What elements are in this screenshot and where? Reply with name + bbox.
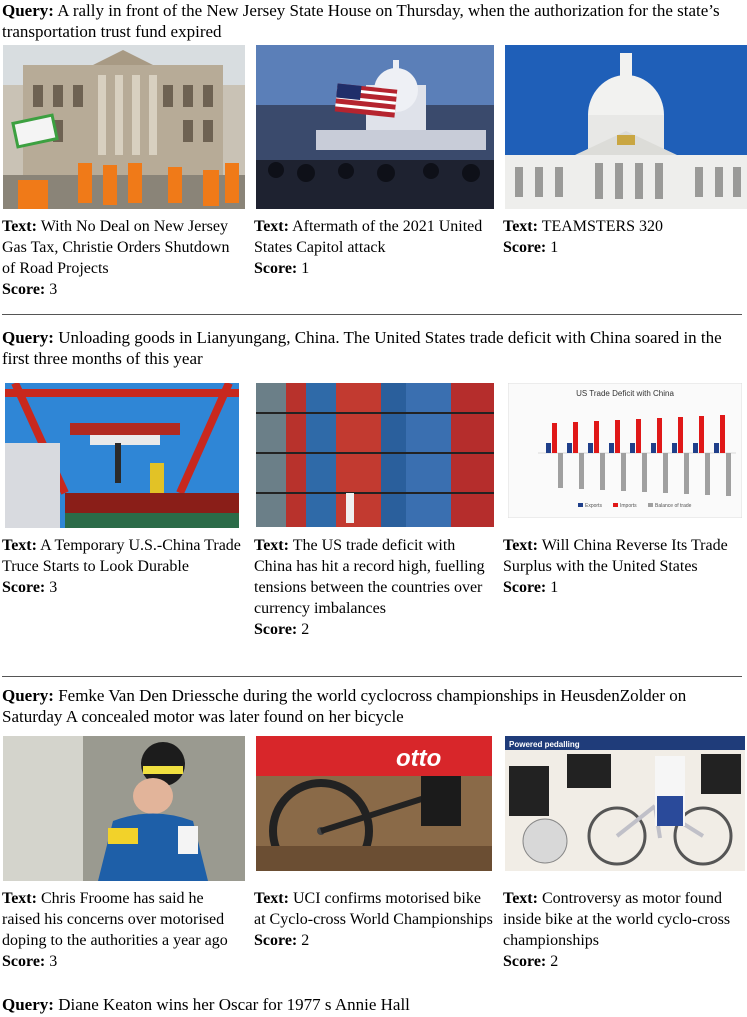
query-label: Query: xyxy=(2,328,54,347)
svg-text:otto: otto xyxy=(396,745,442,772)
query-2 xyxy=(2,327,742,369)
caption-text: Aftermath of the 2021 United States Capitol attack xyxy=(254,218,483,256)
cyclocross-rider-image xyxy=(3,736,245,881)
text-label: Text: xyxy=(503,218,538,235)
inset-bar xyxy=(678,417,683,453)
inset-bar xyxy=(636,419,641,453)
text-label: Text: xyxy=(503,537,538,554)
caption-3-2 xyxy=(254,888,494,951)
caption-text: TEAMSTERS 320 xyxy=(541,218,664,235)
capitol-flag-image xyxy=(256,45,494,209)
inset-bar xyxy=(621,453,626,491)
inset-bar xyxy=(630,443,635,453)
inset-bar xyxy=(600,453,605,490)
caption-text: Chris Froome has said he raised his concerns over motorised doping to the authorities a year ago xyxy=(2,890,228,949)
legend-balance: Balance of trade xyxy=(655,503,692,509)
legend-imports: Imports xyxy=(620,503,637,509)
query-label: Query: xyxy=(2,995,54,1014)
query-3 xyxy=(2,685,742,727)
inset-chart-title: US Trade Deficit with China xyxy=(576,389,674,398)
inset-bar xyxy=(684,453,689,494)
inset-bar xyxy=(663,453,668,493)
score-label: Score: xyxy=(503,579,547,596)
caption-text: A Temporary U.S.-China Trade Truce Starts to Look Durable xyxy=(2,537,241,575)
score-label: Score: xyxy=(503,239,547,256)
score-value: 3 xyxy=(49,579,58,596)
inset-bar xyxy=(558,453,563,488)
query-label: Query: xyxy=(2,1,54,20)
caption-text: Controversy as motor found inside bike at the world cyclo-cross championships xyxy=(503,890,731,949)
text-label: Text: xyxy=(254,537,289,554)
score-value: 1 xyxy=(550,579,559,596)
query-text: A rally in front of the New Jersey State House on Thursday, when the authorization for the state’s transportation trust fund expired xyxy=(2,1,720,41)
score-value: 2 xyxy=(550,953,559,970)
bike-wheel-image xyxy=(256,736,492,871)
score-label: Score: xyxy=(2,953,46,970)
inset-bar xyxy=(720,415,725,453)
score-value: 2 xyxy=(301,932,310,949)
shipping-containers-image xyxy=(256,383,494,527)
inset-bar xyxy=(588,443,593,453)
inset-bar xyxy=(546,443,551,453)
text-label: Text: xyxy=(2,890,37,907)
caption-text: With No Deal on New Jersey Gas Tax, Christie Orders Shutdown of Road Projects xyxy=(2,218,230,277)
query-4 xyxy=(2,994,742,1015)
query-text: Unloading goods in Lianyungang, China. The United States trade deficit with China soared in the first three months of this year xyxy=(2,328,722,368)
inset-bar xyxy=(693,443,698,453)
score-value: 3 xyxy=(49,281,58,298)
caption-1-3 xyxy=(503,216,743,258)
inset-bar xyxy=(726,453,731,496)
powered-pedalling-image xyxy=(505,736,745,871)
query-1 xyxy=(2,0,742,42)
inset-bar xyxy=(699,416,704,453)
inset-bar xyxy=(594,421,599,453)
capitol-dome-image xyxy=(505,45,747,209)
inset-bar xyxy=(714,443,719,453)
text-label: Text: xyxy=(503,890,538,907)
port-cranes-image xyxy=(5,383,239,528)
caption-text: UCI confirms motorised bike at Cyclo-cross World Championships xyxy=(254,890,493,928)
score-label: Score: xyxy=(254,260,298,277)
caption-1-1 xyxy=(2,216,242,300)
caption-2-3 xyxy=(503,535,743,598)
query-label: Query: xyxy=(2,686,54,705)
text-label: Text: xyxy=(254,890,289,907)
state-house-image xyxy=(3,45,245,209)
caption-text: The US trade deficit with China has hit a record high, fuelling tensions between the countries over currency imbalances xyxy=(254,537,485,617)
inset-bar xyxy=(552,423,557,453)
score-value: 1 xyxy=(301,260,310,277)
divider xyxy=(2,676,742,677)
divider xyxy=(2,314,742,315)
score-value: 2 xyxy=(301,621,310,638)
score-label: Score: xyxy=(2,579,46,596)
inset-bar xyxy=(672,443,677,453)
query-text: Diane Keaton wins her Oscar for 1977 s Annie Hall xyxy=(58,995,410,1014)
caption-3-3 xyxy=(503,888,743,972)
caption-2-1 xyxy=(2,535,242,598)
score-label: Score: xyxy=(2,281,46,298)
caption-text: Will China Reverse Its Trade Surplus with the United States xyxy=(503,537,728,575)
inset-bar xyxy=(567,443,572,453)
text-label: Text: xyxy=(254,218,289,235)
query-text: Femke Van Den Driessche during the world cyclocross championships in HeusdenZolder on Saturday A concealed motor was later found on her bicycle xyxy=(2,686,687,726)
inset-bar xyxy=(615,420,620,453)
infographic-title: Powered pedalling xyxy=(509,740,580,749)
caption-3-1 xyxy=(2,888,242,972)
inset-bar xyxy=(579,453,584,489)
inset-bar xyxy=(651,443,656,453)
legend-exports: Exports xyxy=(585,503,602,509)
score-label: Score: xyxy=(254,932,298,949)
inset-bar xyxy=(705,453,710,495)
text-label: Text: xyxy=(2,218,37,235)
inset-bar xyxy=(573,422,578,453)
inset-bar xyxy=(609,443,614,453)
score-label: Score: xyxy=(254,621,298,638)
score-label: Score: xyxy=(503,953,547,970)
trade-deficit-chart-image xyxy=(508,383,742,518)
caption-1-2 xyxy=(254,216,494,279)
score-value: 1 xyxy=(550,239,559,256)
inset-bar xyxy=(642,453,647,492)
text-label: Text: xyxy=(2,537,37,554)
caption-2-2 xyxy=(254,535,492,640)
score-value: 3 xyxy=(49,953,58,970)
inset-bar xyxy=(657,418,662,453)
